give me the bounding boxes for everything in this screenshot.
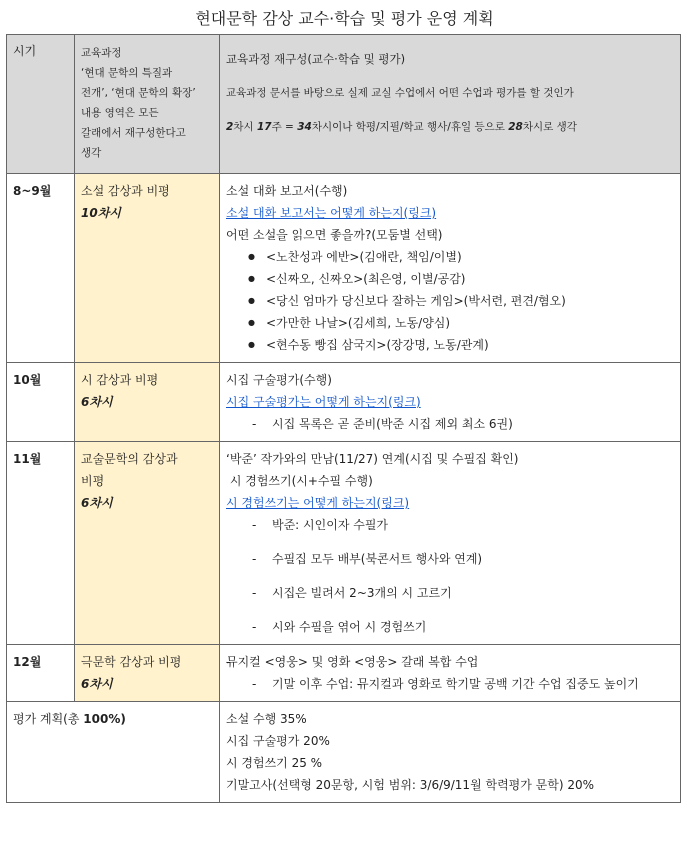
list-item: - 수필집 모두 배부(북콘서트 행사와 연계)	[272, 548, 674, 570]
period-cell	[7, 645, 75, 702]
list-item: ● <노찬성과 에반>(김애란, 책임/이별)	[266, 246, 674, 268]
period-label: 12월	[13, 655, 42, 669]
plan-table	[6, 34, 681, 803]
plan-title: 시집 구술평가(수행)	[226, 373, 332, 387]
list-item: - 박준: 시인이자 수필가	[272, 514, 674, 536]
header-curriculum-line: 내용 영역은 모든	[81, 107, 159, 119]
plan-cell	[220, 645, 681, 702]
evaluation-item: 기말고사(선택형 20문항, 시험 범위: 3/6/9/11월 학력평가 문학) 20%	[226, 778, 595, 792]
plan-title: 소설 대화 보고서(수행)	[226, 184, 348, 198]
header-row	[7, 35, 681, 174]
plan-row-oct	[7, 363, 681, 442]
document-title: 현대문학 감상 교수·학습 및 평가 운영 계획	[195, 9, 494, 28]
experience-notes	[226, 514, 674, 638]
list-item: ● <가만한 나날>(김세희, 노동/양심)	[266, 312, 674, 334]
evaluation-item: 시 경험쓰기 25 %	[226, 756, 323, 770]
header-curriculum-line: 갈래에서 재구성한다고	[81, 127, 186, 139]
plan-subtitle: 어떤 소설을 읽으면 좋을까?(모둠별 선택)	[226, 228, 443, 242]
drama-notes	[226, 673, 674, 695]
unit-label: 극문학 감상과 비평	[81, 655, 182, 669]
plan-row-dec	[7, 645, 681, 702]
poetry-experience-link[interactable]: 시 경험쓰기는 어떻게 하는지(링크)	[226, 496, 410, 510]
novel-report-link[interactable]: 소설 대화 보고서는 어떻게 하는지(링크)	[226, 206, 437, 220]
unit-cell	[75, 363, 220, 442]
list-item: - 시와 수필을 엮어 시 경험쓰기	[272, 616, 674, 638]
header-plan-title: 교육과정 재구성(교수·학습 및 평가)	[226, 52, 406, 66]
header-curriculum-line: ‘현대 문학의 특질과	[81, 67, 173, 79]
period-label: 8~9월	[13, 184, 52, 198]
plan-row-nov	[7, 442, 681, 645]
unit-cell	[75, 645, 220, 702]
evaluation-row	[7, 702, 681, 803]
header-period-label: 시기	[13, 44, 37, 58]
period-label: 10월	[13, 373, 42, 387]
unit-hours: 6차시	[81, 677, 113, 691]
header-curriculum-line: 교육과정	[81, 47, 122, 59]
list-item: ● <신짜오, 신짜오>(최은영, 이별/공감)	[266, 268, 674, 290]
evaluation-label: 평가 계획(총 100%)	[13, 712, 126, 726]
period-cell	[7, 174, 75, 363]
list-item: - 시집 목록은 곧 준비(박준 시집 제외 최소 6권)	[272, 413, 674, 435]
evaluation-cell	[220, 702, 681, 803]
unit-cell	[75, 442, 220, 645]
header-plan-cell	[220, 35, 681, 174]
poetry-oral-link[interactable]: 시집 구술평가는 어떻게 하는지(링크)	[226, 395, 421, 409]
header-plan-desc: 교육과정 문서를 바탕으로 실제 교실 수업에서 어떤 수업과 평가를 할 것인가	[226, 87, 574, 99]
period-cell	[7, 363, 75, 442]
unit-label: 소설 감상과 비평	[81, 184, 170, 198]
unit-hours: 10차시	[81, 206, 121, 220]
plan-cell	[220, 363, 681, 442]
header-plan-hours: 2차시 17주 = 34차시이나 학평/지필/학교 행사/휴일 등으로 28차시로 생각	[226, 121, 577, 133]
plan-title-secondary: 시 경험쓰기(시+수필 수행)	[226, 474, 373, 488]
list-item: - 시집은 빌려서 2~3개의 시 고르기	[272, 582, 674, 604]
unit-hours: 6차시	[81, 395, 113, 409]
header-curriculum-cell	[75, 35, 220, 174]
list-item: - 기말 이후 수업: 뮤지컬과 영화로 학기말 공백 기간 수업 집중도 높이기	[272, 673, 674, 695]
list-item: ● <현수동 빵집 삼국지>(장강명, 노동/관계)	[266, 334, 674, 356]
plan-title: ‘박준’ 작가와의 만남(11/27) 연계(시집 및 수필집 확인)	[226, 452, 519, 466]
evaluation-label-cell	[7, 702, 220, 803]
unit-label: 교술문학의 감상과	[81, 452, 178, 466]
unit-label: 비평	[81, 474, 105, 488]
period-cell	[7, 442, 75, 645]
period-label: 11월	[13, 452, 42, 466]
evaluation-item: 소설 수행 35%	[226, 712, 307, 726]
header-period-cell	[7, 35, 75, 174]
plan-cell	[220, 442, 681, 645]
novel-list	[226, 246, 674, 356]
evaluation-item: 시집 구술평가 20%	[226, 734, 330, 748]
list-item: ● <당신 엄마가 당신보다 잘하는 게임>(박서련, 편견/혐오)	[266, 290, 674, 312]
unit-cell	[75, 174, 220, 363]
unit-hours: 6차시	[81, 496, 113, 510]
plan-row-aug-sep	[7, 174, 681, 363]
plan-cell	[220, 174, 681, 363]
plan-title: 뮤지컬 <영웅> 및 영화 <영웅> 갈래 복합 수업	[226, 655, 479, 669]
header-curriculum-line: 생각	[81, 147, 102, 159]
poetry-notes	[226, 413, 674, 435]
unit-label: 시 감상과 비평	[81, 373, 159, 387]
header-curriculum-line: 전개’, ‘현대 문학의 확장’	[81, 87, 196, 99]
